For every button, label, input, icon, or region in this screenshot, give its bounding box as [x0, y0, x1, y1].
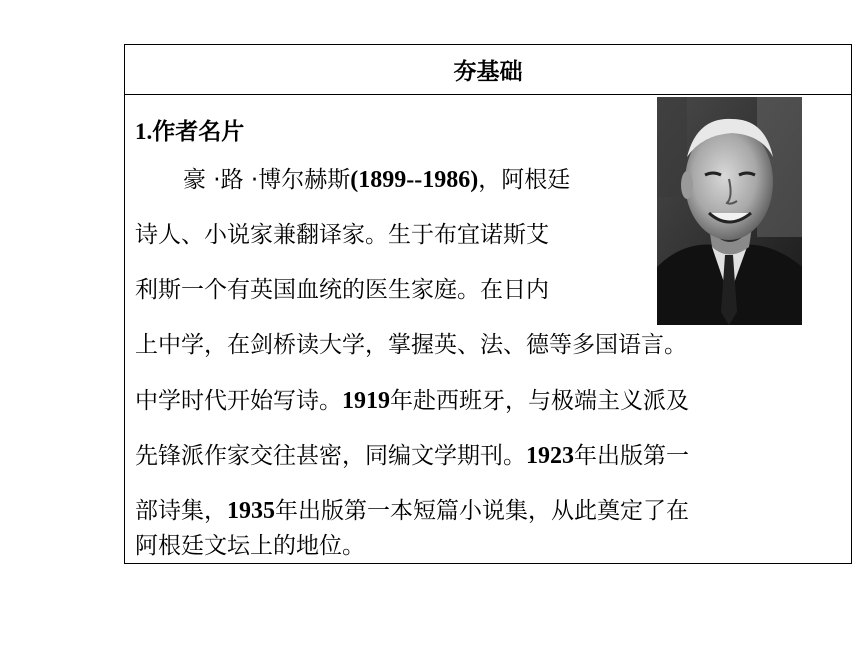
section-header: 夯基础: [125, 45, 851, 95]
body-line-8: 阿根廷文坛上的地位。: [135, 533, 365, 559]
line7-year: 1935: [227, 498, 275, 524]
body-line-6: [135, 441, 689, 471]
line6-text-a: 先锋派作家交往甚密，同编文学期刊。: [135, 443, 526, 469]
body-line-4: 上中学，在剑桥读大学，掌握英、法、德等多国语言。: [135, 332, 687, 358]
line6-text-c: 年出版第一: [574, 443, 689, 469]
body-line-3: 利斯一个有英国血统的医生家庭。在日内: [135, 277, 549, 303]
body-line-1: [183, 165, 570, 195]
author-card-heading: [135, 113, 244, 146]
body-line-5: [135, 386, 689, 416]
line6-year: 1923: [526, 443, 574, 469]
line1-text-c: ，阿根廷: [478, 167, 571, 193]
line5-text-c: 年赴西班牙，与极端主义派及: [390, 388, 689, 414]
line5-year: 1919: [342, 388, 390, 414]
line7-text-c: 年出版第一本短篇小说集，从此奠定了在: [275, 498, 689, 524]
portrait-image: [657, 97, 802, 325]
line7-text-a: 部诗集，: [135, 498, 227, 524]
author-portrait-photo: [657, 97, 802, 325]
body-line-2: 诗人、小说家兼翻译家。生于布宜诺斯艾: [135, 222, 549, 248]
line5-text-a: 中学时代开始写诗。: [135, 388, 342, 414]
heading-number: 1.: [135, 119, 153, 144]
heading-text: 作者名片: [152, 119, 245, 145]
body-line-7: [135, 496, 689, 526]
line1-years: (1899--1986): [350, 167, 479, 193]
line1-text-a: 豪 ·路 ·博尔赫斯: [183, 167, 351, 193]
